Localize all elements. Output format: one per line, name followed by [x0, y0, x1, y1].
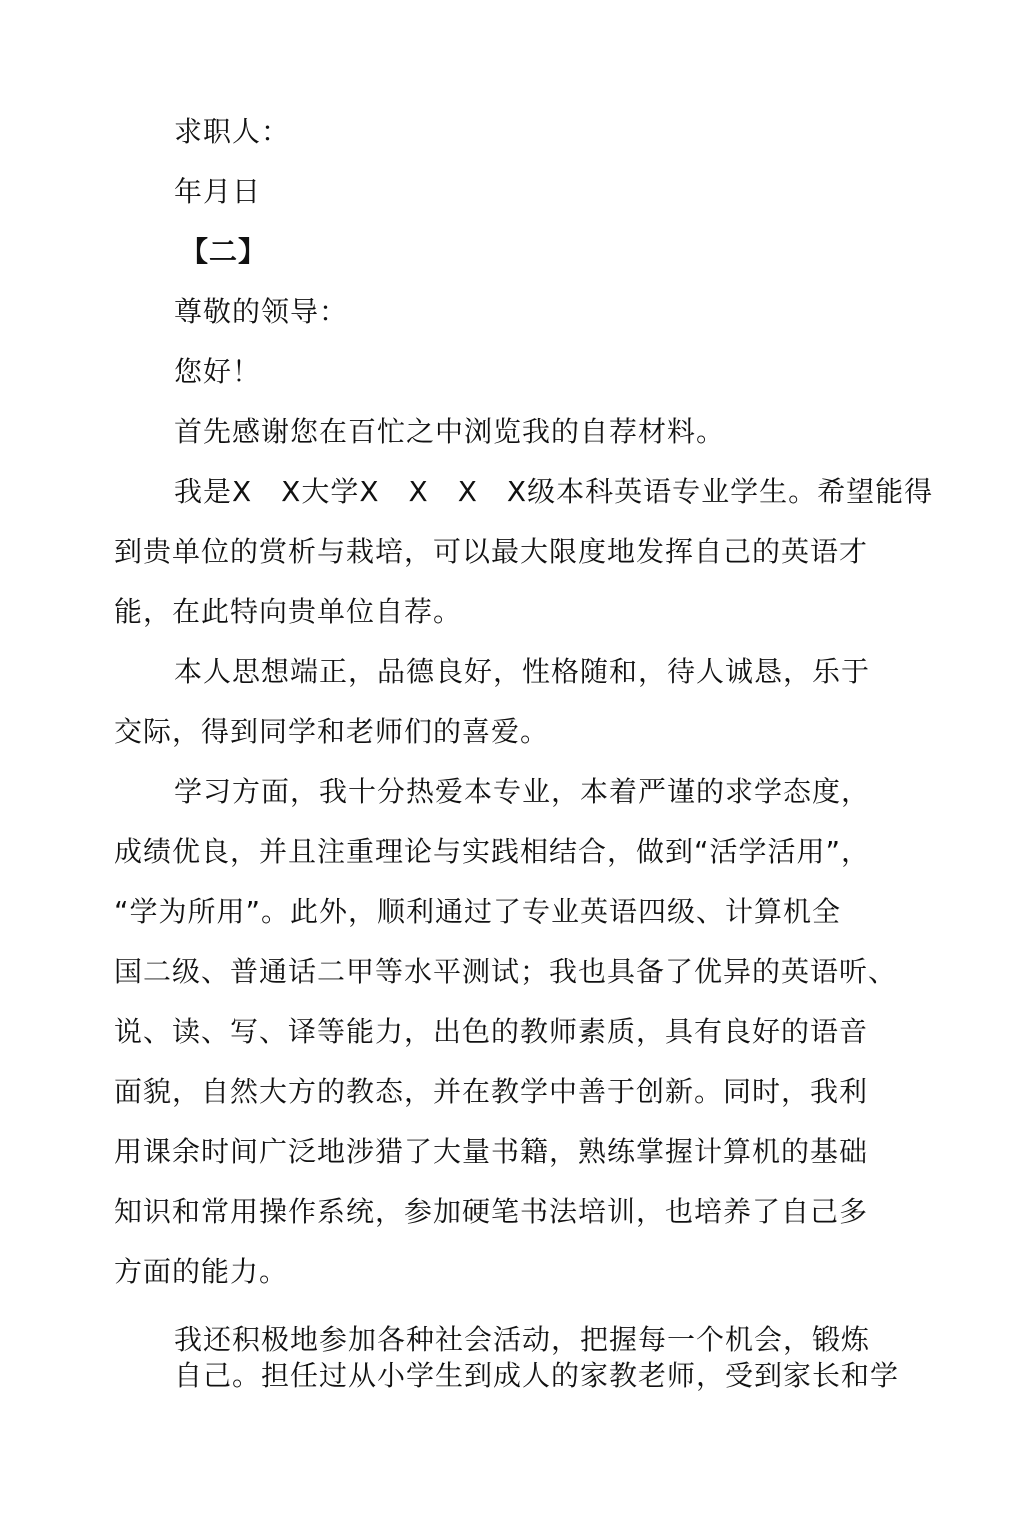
- body-line: 学习方面，我十分热爱本专业，本着严谨的求学态度，: [174, 775, 871, 808]
- body-line: 成绩优良，并且注重理论与实践相结合，做到“活学活用”，: [114, 835, 871, 868]
- body-line: 说、读、写、译等能力，出色的教师素质，具有良好的语音: [114, 1015, 869, 1048]
- body-line: 我是X X大学X X X X级本科英语专业学生。希望能得: [174, 475, 934, 508]
- greeting: 您好！: [174, 355, 262, 388]
- salutation: 尊敬的领导：: [174, 295, 349, 328]
- section-marker: 【二】: [180, 235, 268, 268]
- body-line: 交际，得到同学和老师们的喜爱。: [114, 715, 550, 748]
- body-line: 首先感谢您在百忙之中浏览我的自荐材料。: [174, 415, 726, 448]
- body-line: 自己。担任过从小学生到成人的家教老师，受到家长和学: [174, 1359, 900, 1392]
- signature-line: 求职人：: [174, 115, 291, 148]
- date-line: 年月日: [174, 175, 262, 208]
- body-line: 我还积极地参加各种社会活动，把握每一个机会，锻炼: [174, 1323, 871, 1356]
- body-line: 面貌，自然大方的教态，并在教学中善于创新。同时，我利: [114, 1075, 869, 1108]
- body-line: 国二级、普通话二甲等水平测试；我也具备了优异的英语听、: [114, 955, 898, 988]
- body-line: 本人思想端正，品德良好，性格随和，待人诚恳，乐于: [174, 655, 871, 688]
- body-line: 用课余时间广泛地涉猎了大量书籍，熟练掌握计算机的基础: [114, 1135, 869, 1168]
- body-line: 方面的能力。: [114, 1255, 289, 1288]
- body-line: 知识和常用操作系统，参加硬笔书法培训，也培养了自己多: [114, 1195, 869, 1228]
- body-line: “学为所用”。此外，顺利通过了专业英语四级、计算机全: [114, 895, 842, 928]
- body-line: 到贵单位的赏析与栽培，可以最大限度地发挥自己的英语才: [114, 535, 869, 568]
- body-line: 能，在此特向贵单位自荐。: [114, 595, 463, 628]
